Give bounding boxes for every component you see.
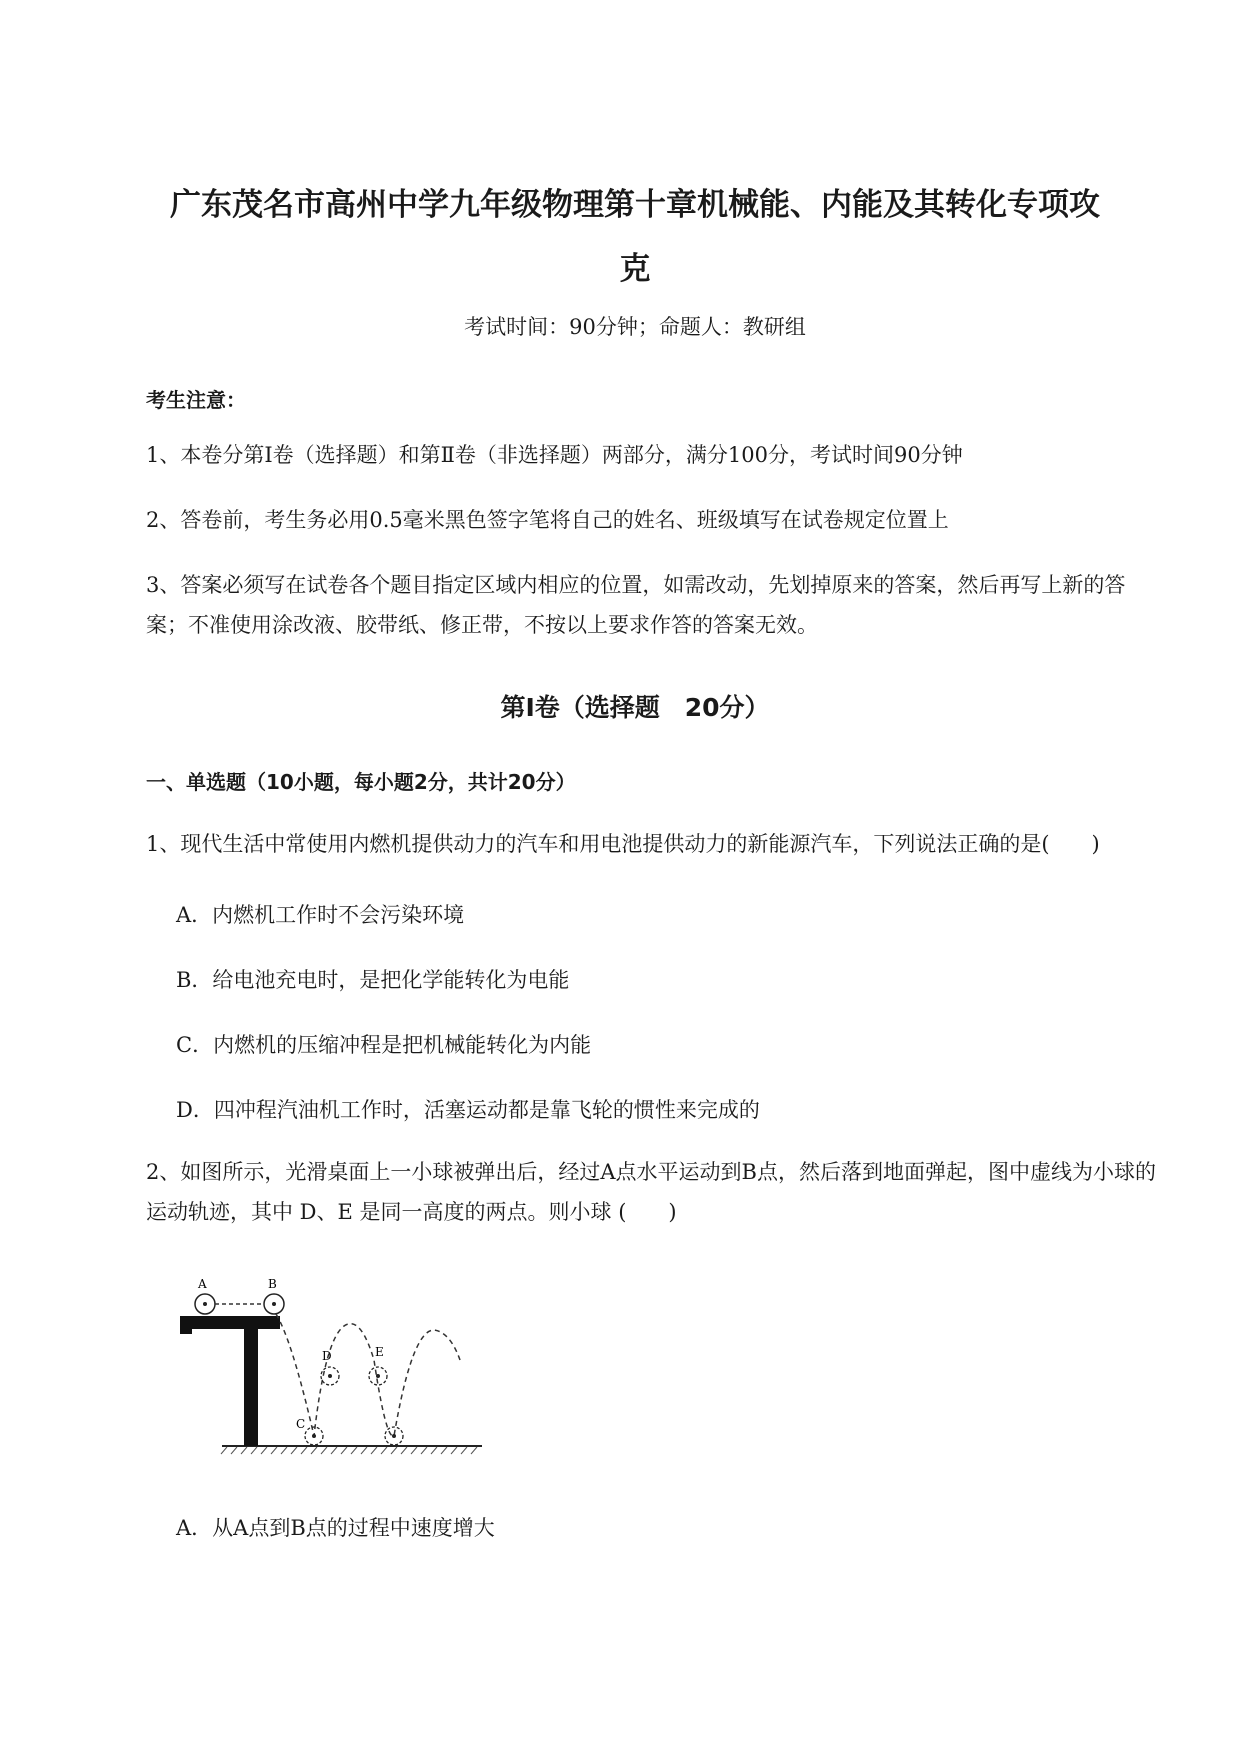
section-title: 第Ⅰ卷（选择题 20分） <box>500 693 770 722</box>
exam-title <box>130 173 1140 301</box>
notice-item-3: 3、答案必须写在试卷各个题目指定区域内相应的位置，如需改动，先划掉原来的答案，然后再写上新的答案；不准使用涂改液、胶带纸、修正带，不按以上要求作答的答案无效。 <box>146 573 1126 637</box>
question-1-option-d[interactable]: D．四冲程汽油机工作时，活塞运动都是靠飞轮的惯性来完成的 <box>176 1098 760 1122</box>
question-1-option-c[interactable]: C．内燃机的压缩冲程是把机械能转化为内能 <box>176 1033 592 1057</box>
ground-hatching <box>221 1447 477 1454</box>
question-1-option-a[interactable]: A．内燃机工作时不会污染环境 <box>176 903 465 927</box>
exam-title-line-2: 克 <box>619 251 651 287</box>
label-d: D <box>322 1349 332 1363</box>
label-b: B <box>268 1277 277 1291</box>
notice-item-1: 1、本卷分第Ⅰ卷（选择题）和第Ⅱ卷（非选择题）两部分，满分100分，考试时间90分钟 <box>146 443 963 467</box>
table-top <box>180 1316 280 1329</box>
exam-title-line-1: 广东茂名市高州中学九年级物理第十章机械能、内能及其转化专项攻 <box>170 187 1100 223</box>
label-a: A <box>198 1277 207 1291</box>
notice-item-2: 2、答卷前，考生务必用0.5毫米黑色签字笔将自己的姓名、班级填写在试卷规定位置上 <box>146 508 949 532</box>
ball-trajectory-figure <box>172 1270 492 1470</box>
part-heading: 一、单选题（10小题，每小题2分，共计20分） <box>146 770 576 794</box>
exam-subtitle: 考试时间：90分钟；命题人：教研组 <box>464 315 806 339</box>
table-leg <box>244 1329 258 1446</box>
notice-heading: 考生注意： <box>146 388 246 412</box>
question-2-stem: 2、如图所示，光滑桌面上一小球被弹出后，经过A点水平运动到B点，然后落到地面弹起，图中虚线为小球的运动轨迹，其中 D、E 是同一高度的两点。则小球 ( ) <box>146 1160 1156 1224</box>
label-c: C <box>296 1417 306 1431</box>
question-1-stem: 1、现代生活中常使用内燃机提供动力的汽车和用电池提供动力的新能源汽车，下列说法正确的是( ) <box>146 832 1100 856</box>
question-1-option-b[interactable]: B．给电池充电时，是把化学能转化为电能 <box>176 968 570 992</box>
label-e: E <box>375 1345 384 1359</box>
question-2-option-a[interactable]: A．从A点到B点的过程中速度增大 <box>176 1516 495 1540</box>
